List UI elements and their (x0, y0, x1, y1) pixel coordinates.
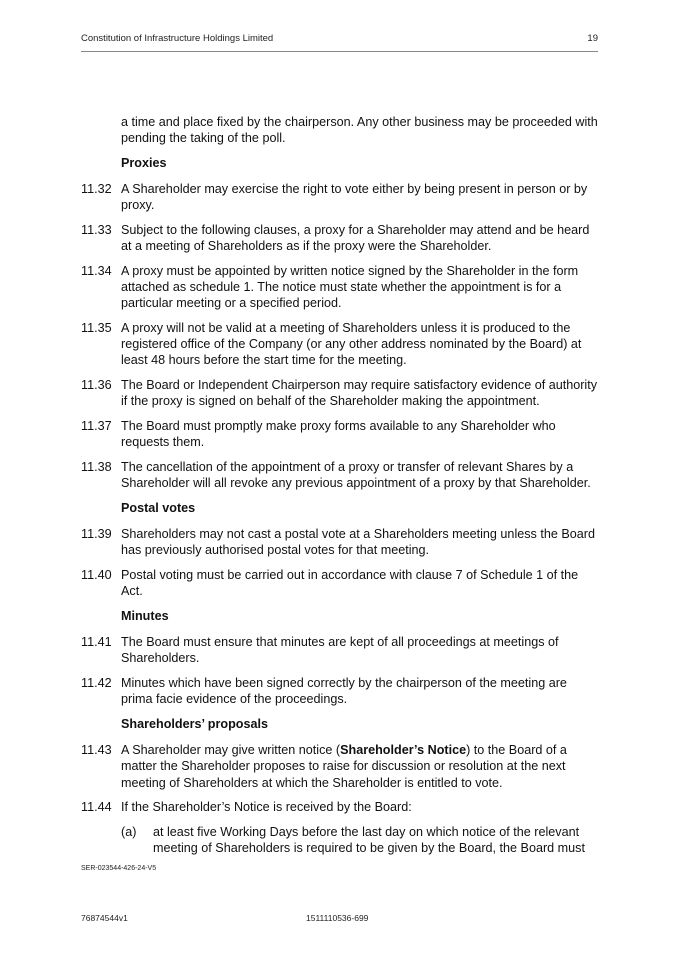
clause-11-34 (81, 263, 598, 312)
clause-number: 11.34 (81, 263, 112, 278)
clause-number: 11.33 (81, 223, 112, 238)
subclause-a (81, 824, 598, 856)
clause-number: 11.42 (81, 675, 112, 690)
section-heading-shareholders-proposals: Shareholders’ proposals (121, 716, 268, 731)
clause-number: 11.40 (81, 567, 112, 582)
clause-11-43 (81, 742, 598, 791)
clause-11-33 (81, 222, 598, 254)
clause-11-36 (81, 377, 598, 409)
clause-text: A proxy will not be valid at a meeting of Shareholders unless it is produced to the registered office of the Company (or any other address nominated by the Board) at least 48 hours before the start time for the meeting. (121, 321, 582, 368)
footer-document-id: 76874544v1 (81, 913, 128, 923)
section-heading-minutes: Minutes (121, 608, 169, 623)
clause-number: 11.35 (81, 321, 112, 336)
clause-11-32 (81, 181, 598, 213)
clause-text: Minutes which have been signed correctly by the chairperson of the meeting are prima facie evidence of the proceedings. (121, 675, 567, 707)
clause-text: Postal voting must be carried out in accordance with clause 7 of Schedule 1 of the Act. (121, 567, 579, 599)
clause-11-42 (81, 675, 598, 707)
clause-text: The Board must ensure that minutes are kept of all proceedings at meetings of Shareholders. (121, 635, 559, 666)
clause-text: Shareholders may not cast a postal vote at a Shareholders meeting unless the Board has previously authorised postal votes for that meeting. (121, 527, 595, 558)
clause-11-41 (81, 634, 598, 666)
clause-text: A proxy must be appointed by written notice signed by the Shareholder in the form attached as schedule 1. The notice must state whether the appointment is for a particular meeting or a specified period. (121, 263, 579, 311)
document-title: Constitution of Infrastructure Holdings Limited (81, 33, 274, 44)
section-heading-postal-votes: Postal votes (121, 500, 196, 515)
section-heading-proxies: Proxies (121, 155, 167, 170)
clause-11-35 (81, 320, 598, 369)
clause-text: The Board must promptly make proxy forms available to any Shareholder who requests them. (121, 419, 556, 450)
clause-number: 11.36 (81, 378, 112, 393)
document-body (81, 114, 598, 864)
clause-11-38 (81, 459, 598, 491)
clause-text-part: ) to the Board of a matter the Shareholder proposes to raise for discussion or resolution at the next meeting of Shareholders at which the Shareholder is entitled to vote. (121, 743, 567, 790)
clause-number: 11.43 (81, 743, 112, 758)
subclause-text: at least five Working Days before the last day on which notice of the relevant meeting of Shareholders is required to be given by the Board, the Board must (153, 824, 585, 856)
clause-number: 11.44 (81, 800, 112, 815)
header-divider (81, 51, 598, 52)
page-number: 19 (587, 33, 598, 44)
clause-number: 11.37 (81, 419, 112, 434)
clause-text-part: A Shareholder may give written notice ( (121, 743, 341, 758)
clause-number: 11.38 (81, 459, 112, 474)
clause-11-39 (81, 526, 598, 558)
clause-number: 11.41 (81, 635, 112, 650)
clause-11-40 (81, 567, 598, 599)
footer-center-id: 1511110536-699 (306, 913, 369, 923)
footer-reference: SER-023544-426-24-V5 (81, 865, 157, 872)
clause-11-37 (81, 418, 598, 450)
defined-term: Shareholder’s Notice (340, 743, 467, 758)
clause-text: The cancellation of the appointment of a proxy or transfer of relevant Shares by a Shareholder will all revoke any previous appointment of a proxy by that Shareholder. (121, 459, 591, 491)
clause-number: 11.39 (81, 527, 112, 542)
clause-text: The Board or Independent Chairperson may require satisfactory evidence of authority if the proxy is signed on behalf of the Shareholder making the appointment. (121, 378, 598, 409)
clause-text: If the Shareholder’s Notice is received by the Board: (121, 800, 412, 815)
clause-11-44 (81, 799, 598, 815)
subclause-label: (a) (121, 824, 137, 839)
clause-number: 11.32 (81, 182, 112, 197)
continuation-paragraph: a time and place fixed by the chairperson. Any other business may be proceeded with pending the taking of the poll. (121, 115, 598, 146)
clause-text: Subject to the following clauses, a proxy for a Shareholder may attend and be heard at a meeting of Shareholders as if the proxy were the Shareholder. (121, 223, 590, 254)
clause-text: A Shareholder may exercise the right to vote either by being present in person or by proxy. (121, 182, 588, 213)
